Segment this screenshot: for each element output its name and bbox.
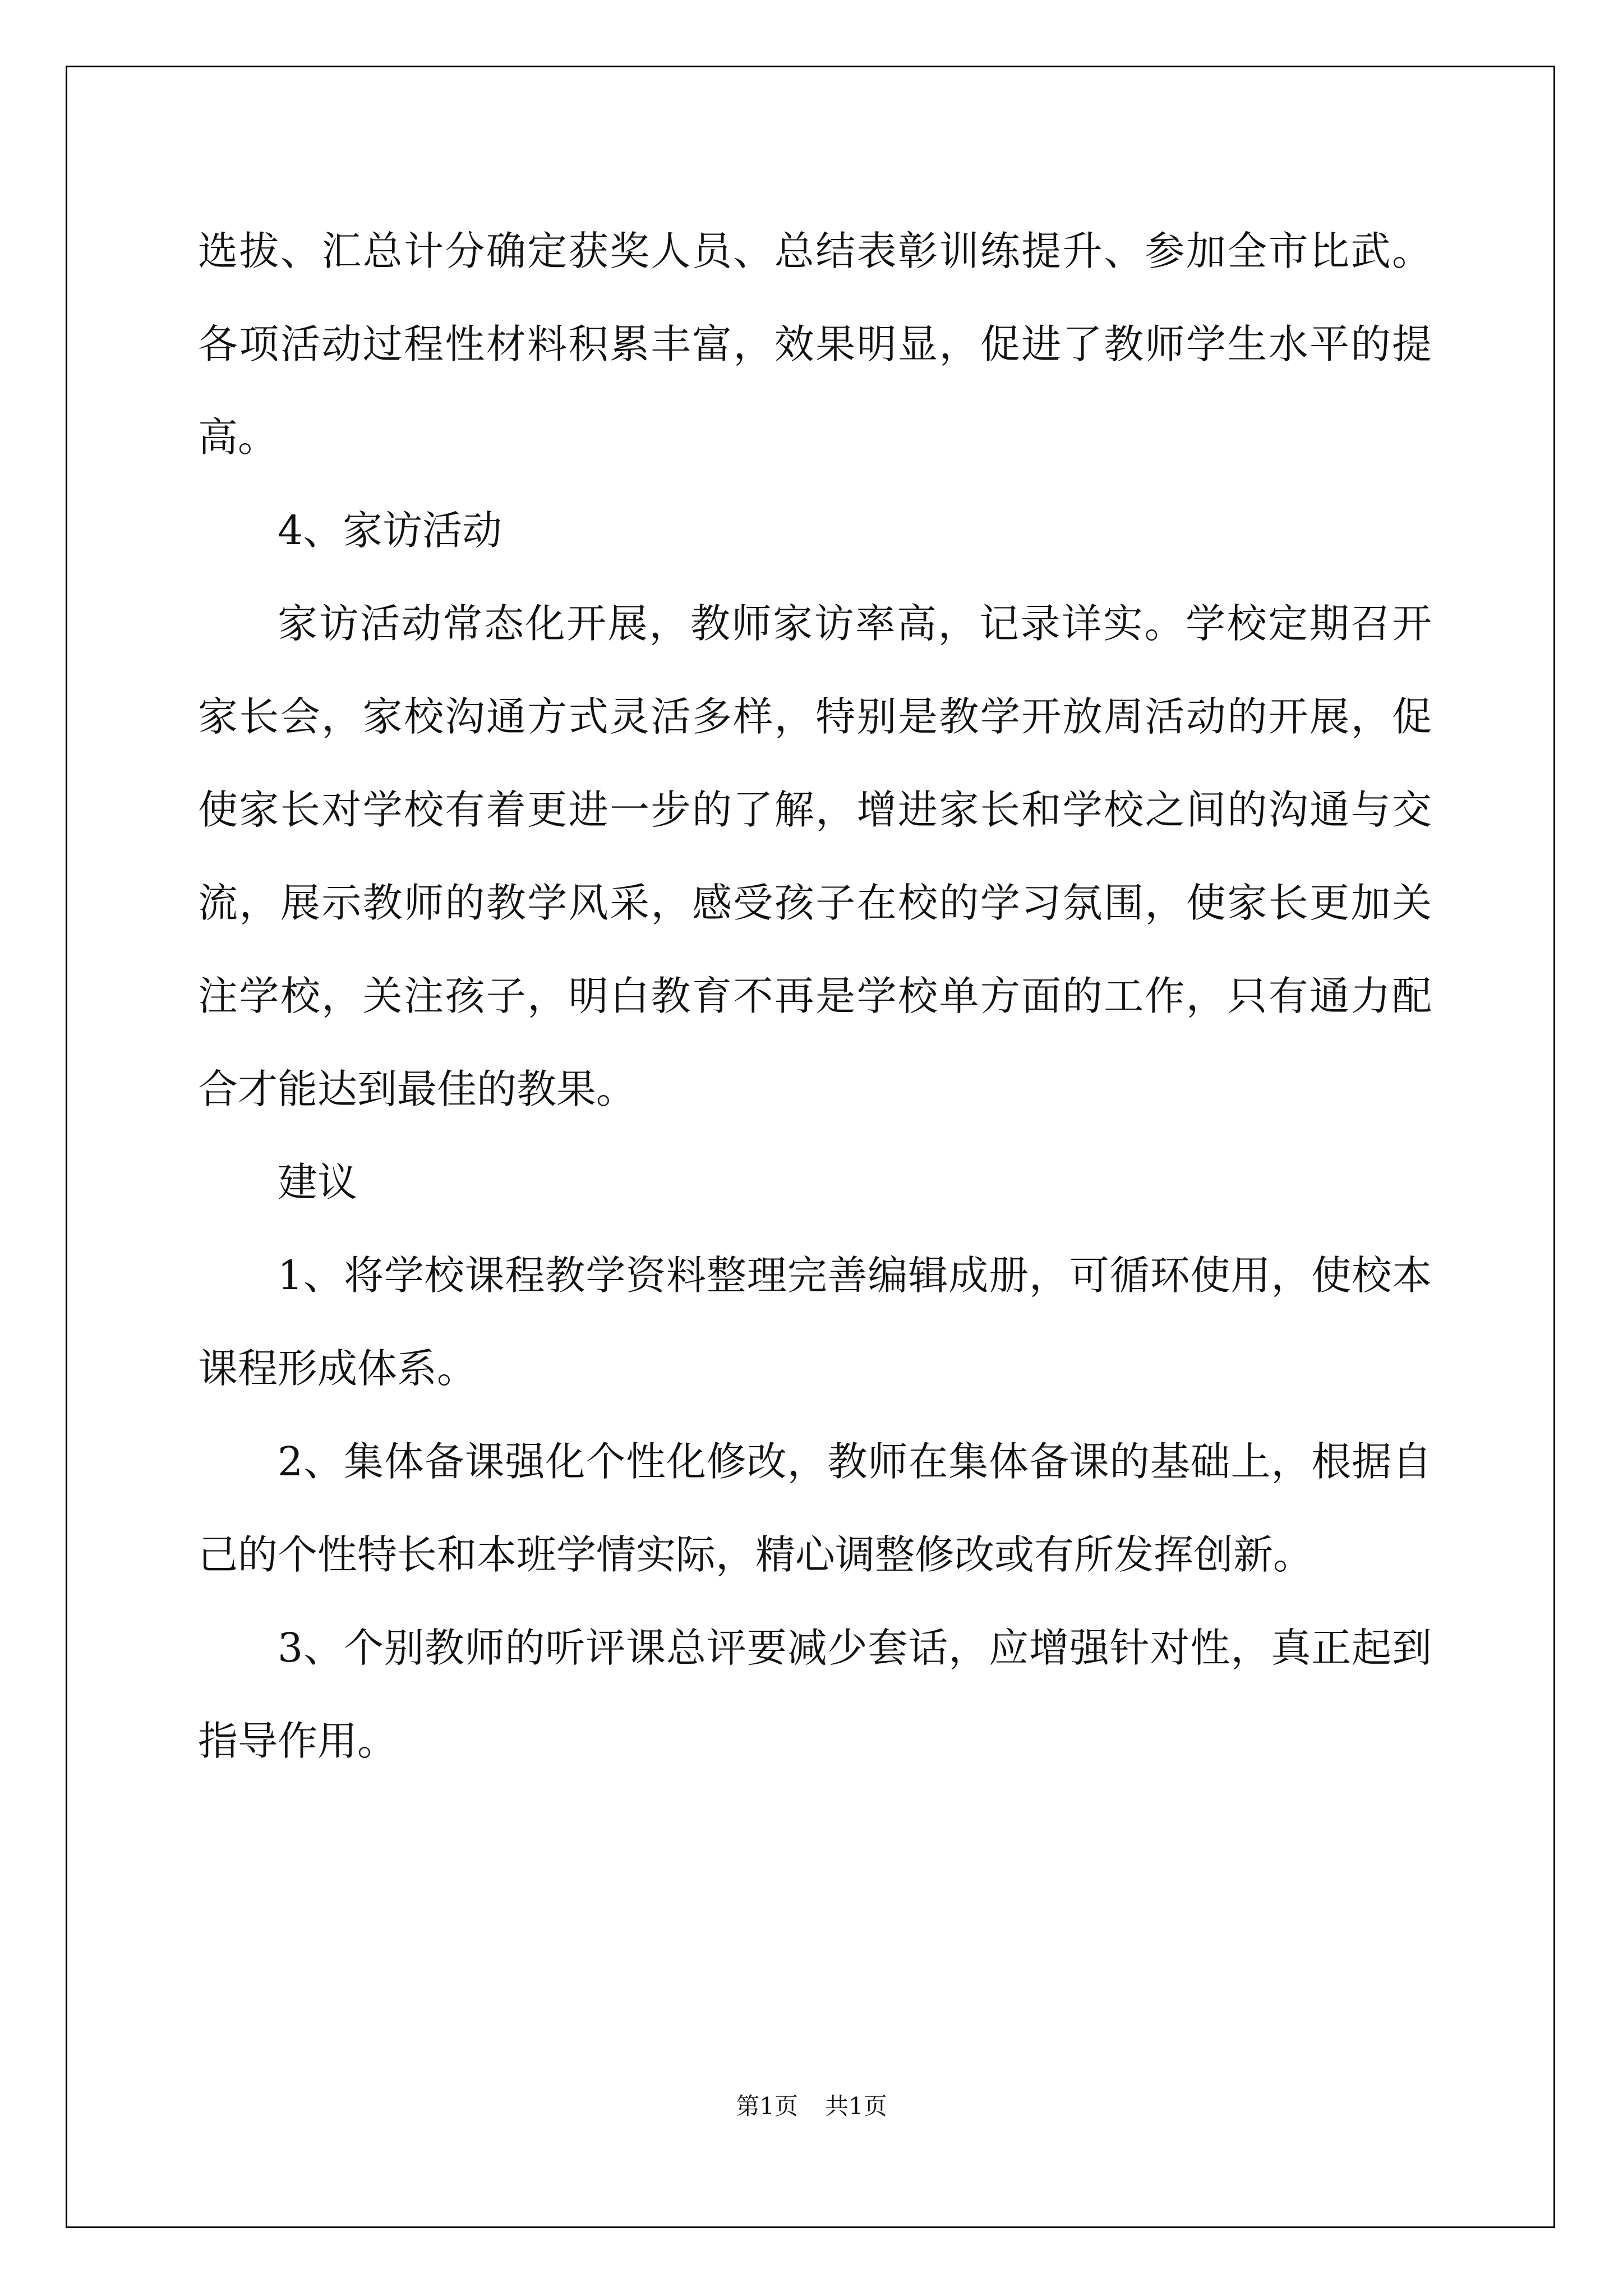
page-number-current: 第1页: [736, 2092, 798, 2120]
heading-suggestions: 建议: [278, 1159, 358, 1205]
heading-home-visit: 4、家访活动: [278, 507, 502, 554]
suggestion-item-2: 2、集体备课强化个性化修改，教师在集体备课的基础上，根据自己的个性特长和本班学情实际，精心调整修改或有所发挥创新。: [198, 1438, 1432, 1578]
suggestion-item-1: 1、将学校课程教学资料整理完善编辑成册，可循环使用，使校本课程形成体系。: [198, 1252, 1432, 1392]
paragraph-continuation: 选拔、汇总计分确定获奖人员、总结表彰训练提升、参加全市比武。各项活动过程性材料积累丰富，效果明显，促进了教师学生水平的提高。: [198, 228, 1432, 461]
page-footer: [0, 2090, 1623, 2123]
paragraph-home-visit: 家访活动常态化开展，教师家访率高，记录详实。学校定期召开家长会，家校沟通方式灵活多样，特别是教学开放周活动的开展，促使家长对学校有着更进一步的了解，增进家长和学校之间的沟通与交流，展示教师的教学风采，感受孩子在校的学习氛围，使家长更加关注学校，关注孩子，明白教育不再是学校单方面的工作，只有通力配合才能达到最佳的教果。: [198, 600, 1432, 1112]
page-number-total: 共1页: [825, 2092, 887, 2120]
document-body: [198, 205, 1432, 1788]
suggestion-item-3: 3、个别教师的听评课总评要减少套话，应增强针对性，真正起到指导作用。: [198, 1625, 1432, 1764]
